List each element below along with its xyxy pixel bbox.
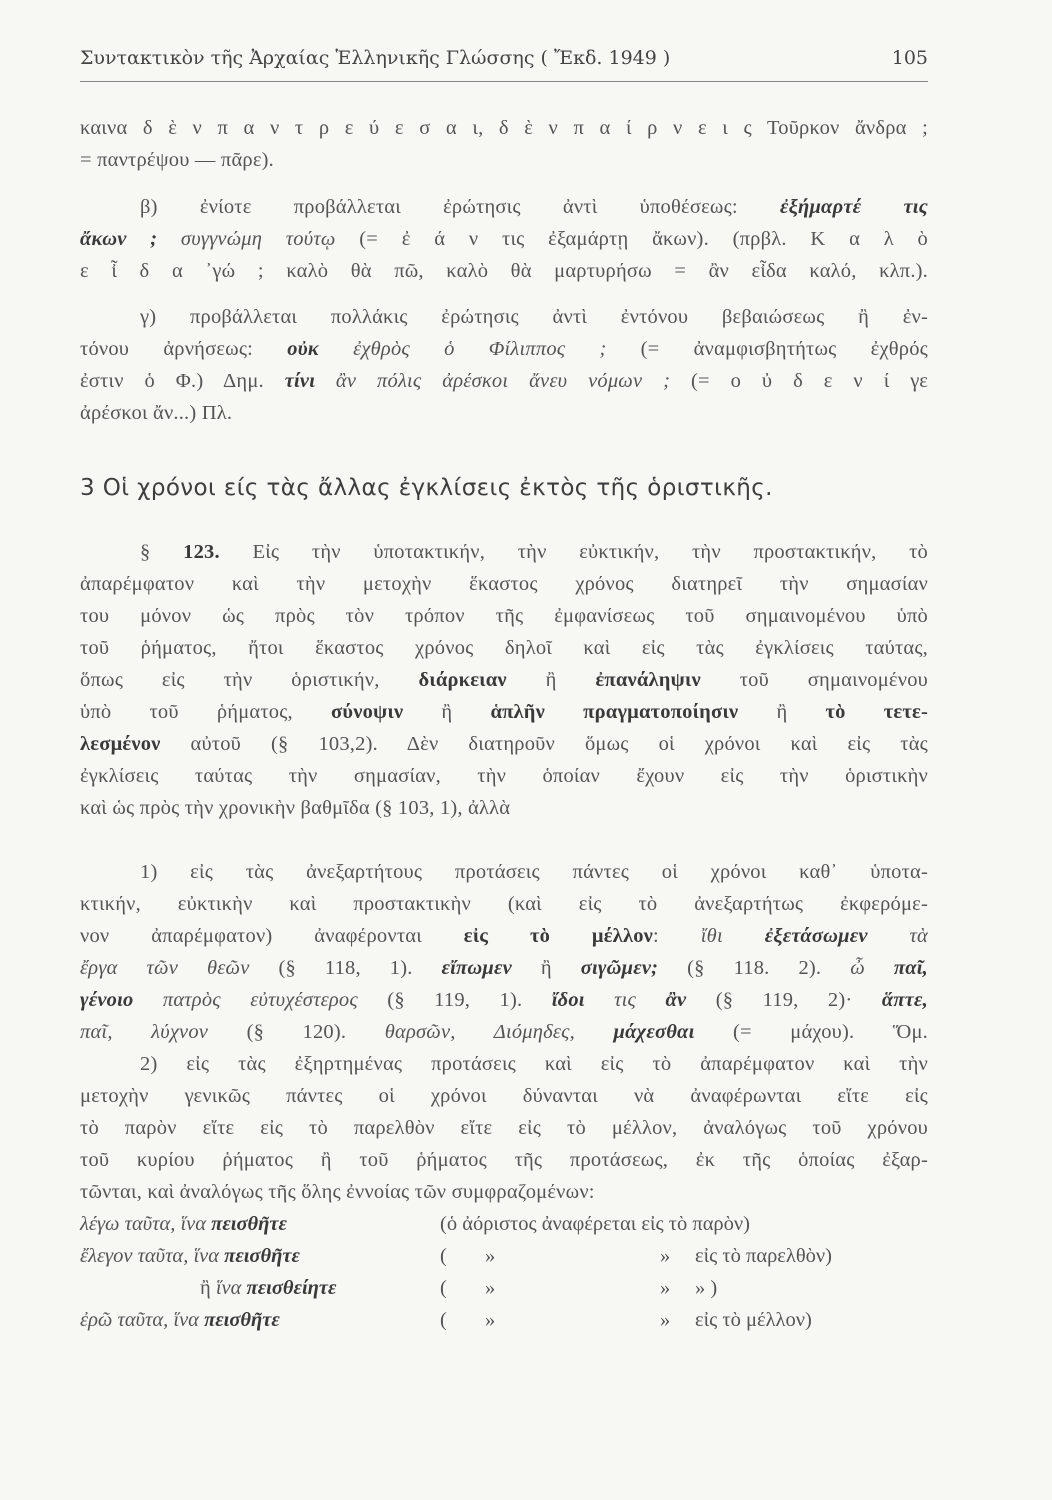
text-run: § — [140, 541, 184, 563]
italic-text: ἴθι — [700, 925, 765, 947]
italic-text: ἔργα τῶν θεῶν — [80, 957, 250, 979]
text-line — [80, 366, 928, 396]
example-cell — [485, 1305, 495, 1335]
text-line — [80, 569, 928, 599]
text-run: του μόνον ὡς πρὸς τὸν τρόπον τῆς ἐμφανίσεως τοῦ σημαινομένου ὑπὸ — [80, 605, 928, 627]
emphasis-text: εἰς τὸ μέλλον — [463, 925, 654, 947]
emphasis-text: διάρκειαν — [418, 669, 507, 691]
text-run: τόνου ἀρνήσεως: — [80, 338, 288, 360]
text-run: ἐστιν ὁ Φ.) Δημ. — [80, 370, 285, 392]
italic-text: ἂν πόλις ἀρέσκοι ἄνευ νόμων ; — [315, 370, 671, 392]
emphasis-text: πεισθῆτε — [211, 1213, 287, 1235]
example-row — [80, 1241, 928, 1271]
text-line — [80, 633, 928, 663]
section-heading: 3 Οἱ χρόνοι είς τὰς ἄλλας ἐγκλίσεις ἐκτὸς τῆς ὁριστικῆς. — [80, 475, 773, 501]
text-run: γ) προβάλλεται πολλάκις ἐρώτησις ἀντὶ ἐντόνου βεβαιώσεως ἢ ἐν- — [140, 306, 928, 328]
text-run: » — [485, 1277, 496, 1299]
text-run: ὑπὸ τοῦ ῥήματος, — [80, 701, 332, 723]
text-run: (= ἐ ά ν τις ἐξαμάρτῃ ἄκων). (πρβλ. Κ α λ ὸ — [335, 228, 928, 250]
example-cell — [660, 1241, 670, 1271]
text-line — [80, 889, 928, 919]
text-run: νον ἀπαρέμφατον) ἀναφέρονται — [80, 925, 464, 947]
italic-text: παῖ, λύχνον — [80, 1021, 209, 1043]
text-run: (§ 120). — [208, 1021, 385, 1043]
example-cell — [695, 1241, 832, 1271]
text-run: τοῦ κυρίου ῥήματος ἢ τοῦ ῥήματος τῆς προτάσεως, ἐκ τῆς ὁποίας ἐξαρ- — [80, 1149, 928, 1171]
text-line — [140, 857, 928, 887]
example-row — [80, 1305, 928, 1335]
italic-text: ὦ — [850, 957, 894, 979]
text-line — [80, 1081, 928, 1111]
emphasis-text: παῖ, — [893, 957, 928, 979]
text-line — [80, 224, 928, 254]
example-cell — [80, 1209, 287, 1239]
emphasis-text: ἴδοι — [551, 989, 585, 1011]
text-run: ἀρέσκοι ἄν...) Πλ. — [80, 402, 233, 424]
example-cell — [660, 1273, 670, 1303]
text-run: (§ 118, 1). — [249, 957, 442, 979]
emphasis-text: εἴπωμεν — [441, 957, 512, 979]
running-title: Συντακτικὸν τῆς Ἀρχαίας Ἑλληνικῆς Γλώσσης ( Ἔκδ. 1949 ) — [80, 47, 671, 69]
text-line — [140, 302, 928, 332]
italic-text: τὰ — [867, 925, 928, 947]
text-line — [80, 398, 928, 428]
emphasis-text: πεισθῆτε — [204, 1309, 280, 1331]
example-cell — [440, 1241, 447, 1271]
running-header — [80, 47, 928, 73]
example-cell — [80, 1241, 300, 1271]
text-run: » — [485, 1309, 496, 1331]
emphasis-text: πεισθῆτε — [224, 1245, 300, 1267]
example-cell — [80, 1305, 280, 1335]
text-run: (= ο ὐ δ ε ν ί γε — [670, 370, 928, 392]
text-line — [140, 192, 928, 222]
example-row — [80, 1209, 928, 1239]
text-line — [80, 953, 928, 983]
text-run: Εἰς τὴν ὑποτακτικήν, τὴν εὐκτικήν, τὴν προστακτικήν, τὸ — [219, 541, 928, 563]
text-line — [80, 761, 928, 791]
text-run: καὶ ὡς πρὸς τὴν χρονικὴν βαθμῖδα (§ 103, 1), ἀλλὰ — [80, 797, 511, 819]
example-cell — [660, 1305, 670, 1335]
example-cell — [440, 1273, 447, 1303]
text-line — [80, 665, 928, 695]
text-line — [80, 601, 928, 631]
text-run: (§ 119, 1). — [357, 989, 552, 1011]
text-line — [140, 1049, 928, 1079]
text-line — [80, 697, 928, 727]
emphasis-text: σιγῶμεν; — [580, 957, 659, 979]
text-line — [80, 334, 928, 364]
text-line — [140, 537, 928, 567]
text-run: εἰς τὸ μέλλον) — [695, 1309, 812, 1331]
page-number: 105 — [891, 47, 928, 69]
text-run: β) ἐνίοτε προβάλλεται ἐρώτησις ἀντὶ ὑποθέσεως: — [140, 196, 780, 218]
text-run: ὅπως εἰς τὴν ὁριστικήν, — [80, 669, 419, 691]
example-cell — [695, 1273, 717, 1303]
example-cell — [485, 1273, 495, 1303]
text-run: τὸ παρὸν εἴτε εἰς τὸ παρελθὸν εἴτε εἰς τὸ μέλλον, ἀναλόγως τοῦ χρόνου — [80, 1117, 928, 1139]
text-run: » — [485, 1245, 496, 1267]
emphasis-text: ἐξήμαρτέ τις — [779, 196, 928, 218]
text-run: ε ἶ δ α ᾽γώ ; καλὸ θὰ πῶ, καλὸ θὰ μαρτυρήσω = ἂν εἶδα καλό, κλπ.). — [80, 260, 928, 282]
text-run: ἢ — [200, 1277, 216, 1299]
text-run: 2) εἰς τὰς ἐξηρτημένας προτάσεις καὶ εἰς τὸ ἀπαρέμφατον καὶ τὴν — [140, 1053, 928, 1075]
text-line — [80, 985, 928, 1015]
example-cell — [200, 1273, 336, 1303]
italic-text: συγγνώμη τούτῳ — [157, 228, 336, 250]
text-run: (= μάχου). Ὅμ. — [694, 1021, 928, 1043]
example-cell — [695, 1305, 812, 1335]
text-line — [80, 793, 928, 823]
emphasis-text: ἐπανάληψιν — [595, 669, 701, 691]
text-run: (= ἀναμφισβητήτως ἐχθρός — [606, 338, 928, 360]
text-run: » — [660, 1277, 671, 1299]
text-line — [80, 113, 928, 143]
text-run: ( — [440, 1277, 447, 1299]
emphasis-text: ἄκων ; — [80, 228, 158, 250]
text-line — [80, 729, 928, 759]
text-line — [80, 1145, 928, 1175]
italic-text: ἐρῶ ταῦτα, ἵνα — [80, 1309, 205, 1331]
text-run: καινα δ ὲ ν π α ν τ ρ ε ύ ε σ α ι, δ ὲ ν π α ί ρ ν ε ι ς Τοῦρκον ἄνδρα ; — [80, 117, 928, 139]
text-run: ( — [440, 1245, 447, 1267]
italic-text: τις — [584, 989, 666, 1011]
emphasis-text: ἂν — [665, 989, 687, 1011]
emphasis-text: λεσμένον — [80, 733, 161, 755]
text-run: μετοχὴν γενικῶς πάντες οἱ χρόνοι δύνανται νὰ ἀναφέρωνται εἴτε εἰς — [80, 1085, 928, 1107]
text-run: ἢ — [506, 669, 596, 691]
text-run: κτικήν, εὐκτικὴν καὶ προστακτικὴν (καὶ εἰς τὸ ἀνεξαρτήτως ἐκφερόμε- — [80, 893, 928, 915]
text-run: εἰς τὸ παρελθὸν) — [695, 1245, 833, 1267]
italic-text: ἵνα — [215, 1277, 247, 1299]
emphasis-text: ἐξετάσωμεν — [764, 925, 868, 947]
header-rule — [80, 81, 928, 82]
emphasis-text: ἅπτε, — [881, 989, 928, 1011]
text-run: τοῦ ῥήματος, ἤτοι ἕκαστος χρόνος δηλοῖ καὶ εἰς τὰς ἐγκλίσεις ταύτας, — [80, 637, 928, 659]
italic-text: πατρὸς εὐτυχέστερος — [133, 989, 358, 1011]
emphasis-text: γένοιο — [80, 989, 134, 1011]
text-run: ( — [440, 1309, 447, 1331]
emphasis-text: ἁπλῆν πραγματοποίησιν — [490, 701, 739, 723]
text-line — [80, 921, 928, 951]
text-run: = παντρέψου — πᾶρε). — [80, 149, 274, 171]
italic-text: λέγω ταῦτα, ἵνα — [80, 1213, 212, 1235]
text-run: τῶνται, καὶ ἀναλόγως τῆς ὅλης ἐννοίας τῶν συμφραζομένων: — [80, 1181, 595, 1203]
emphasis-text: σύνοψιν — [331, 701, 404, 723]
example-cell — [440, 1305, 447, 1335]
text-line — [80, 1113, 928, 1143]
text-run: 1) εἰς τὰς ἀνεξαρτήτους προτάσεις πάντες οἱ χρόνοι καθ᾽ ὑποτα- — [140, 861, 928, 883]
text-run: ἢ — [511, 957, 581, 979]
emphasis-text: οὐκ — [287, 338, 319, 360]
italic-text: θαρσῶν, Διόμηδες, — [384, 1021, 614, 1043]
italic-text: ἐχθρὸς ὁ Φίλιππος ; — [318, 338, 607, 360]
example-cell — [485, 1241, 495, 1271]
text-line — [80, 1177, 928, 1207]
text-run: ἢ — [403, 701, 491, 723]
example-row — [80, 1273, 928, 1303]
emphasis-text: τίνι — [284, 370, 316, 392]
emphasis-text: πεισθείητε — [246, 1277, 337, 1299]
text-line — [80, 145, 928, 175]
text-run: ἀπαρέμφατον καὶ τὴν μετοχὴν ἕκαστος χρόνος διατηρεῖ τὴν σημασίαν — [80, 573, 928, 595]
emphasis-text: μάχεσθαι — [613, 1021, 695, 1043]
text-run: » — [660, 1245, 671, 1267]
example-cell — [440, 1209, 750, 1239]
text-run: » — [660, 1309, 671, 1331]
text-line — [80, 256, 928, 286]
emphasis-text: τὸ τετε- — [825, 701, 928, 723]
text-run: (§ 118. 2). — [658, 957, 851, 979]
emphasis-text: 123. — [183, 541, 220, 563]
text-run: ἢ — [738, 701, 826, 723]
text-run: (ὁ ἀόριστος ἀναφέρεται εἰς τὸ παρὸν) — [440, 1213, 751, 1235]
text-run: αὐτοῦ (§ 103,2). Δὲν διατηροῦν ὅμως οἱ χρόνοι καὶ εἰς τὰς — [160, 733, 928, 755]
text-run: » ) — [695, 1277, 718, 1299]
text-run: : — [653, 925, 701, 947]
text-line — [80, 1017, 928, 1047]
text-run: (§ 119, 2)· — [686, 989, 882, 1011]
italic-text: ἔλεγον ταῦτα, ἵνα — [80, 1245, 225, 1267]
text-run: τοῦ σημαινομένου — [700, 669, 928, 691]
text-run: ἐγκλίσεις ταύτας τὴν σημασίαν, τὴν ὁποίαν ἔχουν εἰς τὴν ὁριστικὴν — [80, 765, 928, 787]
